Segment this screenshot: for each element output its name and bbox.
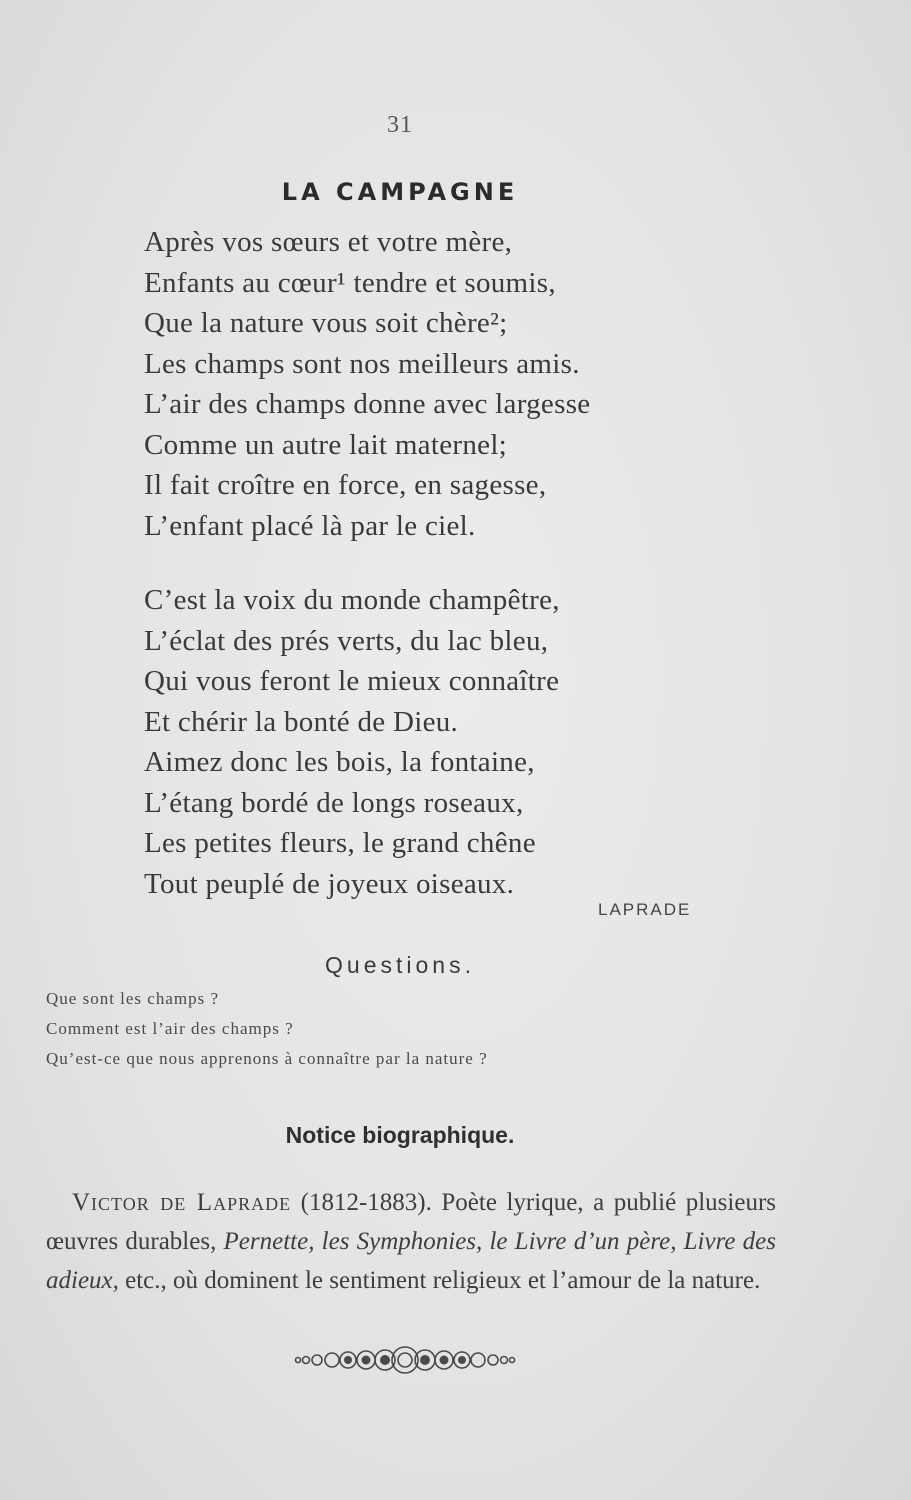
questions-heading: Questions. <box>325 952 475 978</box>
poem-line: L’éclat des prés verts, du lac bleu, <box>144 624 549 657</box>
poem-author: LAPRADE <box>598 900 692 919</box>
poem-line: Après vos sœurs et votre mère, <box>144 226 513 258</box>
notice-text: Poète lyrique, a publié plusieurs œuvres durables, <box>46 1189 777 1255</box>
poem-line: Comme un autre lait maternel; <box>144 428 508 461</box>
poem-stanza-2 <box>144 580 560 904</box>
poem-line: Et chérir la bonté de Dieu. <box>144 705 459 738</box>
poem-line: Enfants au cœur¹ tendre et soumis, <box>144 266 556 299</box>
notice-works: Pernette, les Symphonies, le Livre d’un père, Livre des adieux, <box>46 1228 777 1294</box>
question-item: Comment est l’air des champs ? <box>46 1019 294 1038</box>
notice-dates: (1812-1883). <box>300 1189 432 1216</box>
poem-line: Les champs sont nos meilleurs amis. <box>144 347 580 380</box>
poem-stanza-1 <box>144 222 590 546</box>
poem-line: L’enfant placé là par le ciel. <box>144 509 476 542</box>
poem-line: L’étang bordé de longs roseaux, <box>144 786 524 819</box>
poem-line: Tout peuplé de joyeux oiseaux. <box>144 867 515 900</box>
poem-line: Qui vous feront le mieux connaître <box>144 665 560 697</box>
questions-list <box>46 984 488 1074</box>
page-number: 31 <box>387 112 413 138</box>
question-item: Que sont les champs ? <box>46 989 220 1008</box>
poem-line: Il fait croître en force, en sagesse, <box>144 469 547 501</box>
poem-line: L’air des champs donne avec largesse <box>144 388 591 420</box>
notice-author-name: Victor de Laprade <box>72 1189 292 1216</box>
notice-heading: Notice biographique. <box>285 1122 515 1148</box>
poem-title: LA CAMPAGNE <box>281 178 519 206</box>
notice-paragraph <box>46 1183 776 1300</box>
poem-line: Que la nature vous soit chère²; <box>144 307 508 339</box>
notice-text-end: etc., où dominent le sentiment religieux et l’amour de la nature. <box>125 1267 761 1294</box>
ornament-divider <box>290 1338 520 1382</box>
question-item: Qu’est-ce que nous apprenons à connaître par la nature ? <box>46 1049 488 1068</box>
poem-line: Aimez donc les bois, la fontaine, <box>144 746 535 778</box>
poem-line: Les petites fleurs, le grand chêne <box>144 827 536 859</box>
poem-line: C’est la voix du monde champêtre, <box>144 584 560 616</box>
